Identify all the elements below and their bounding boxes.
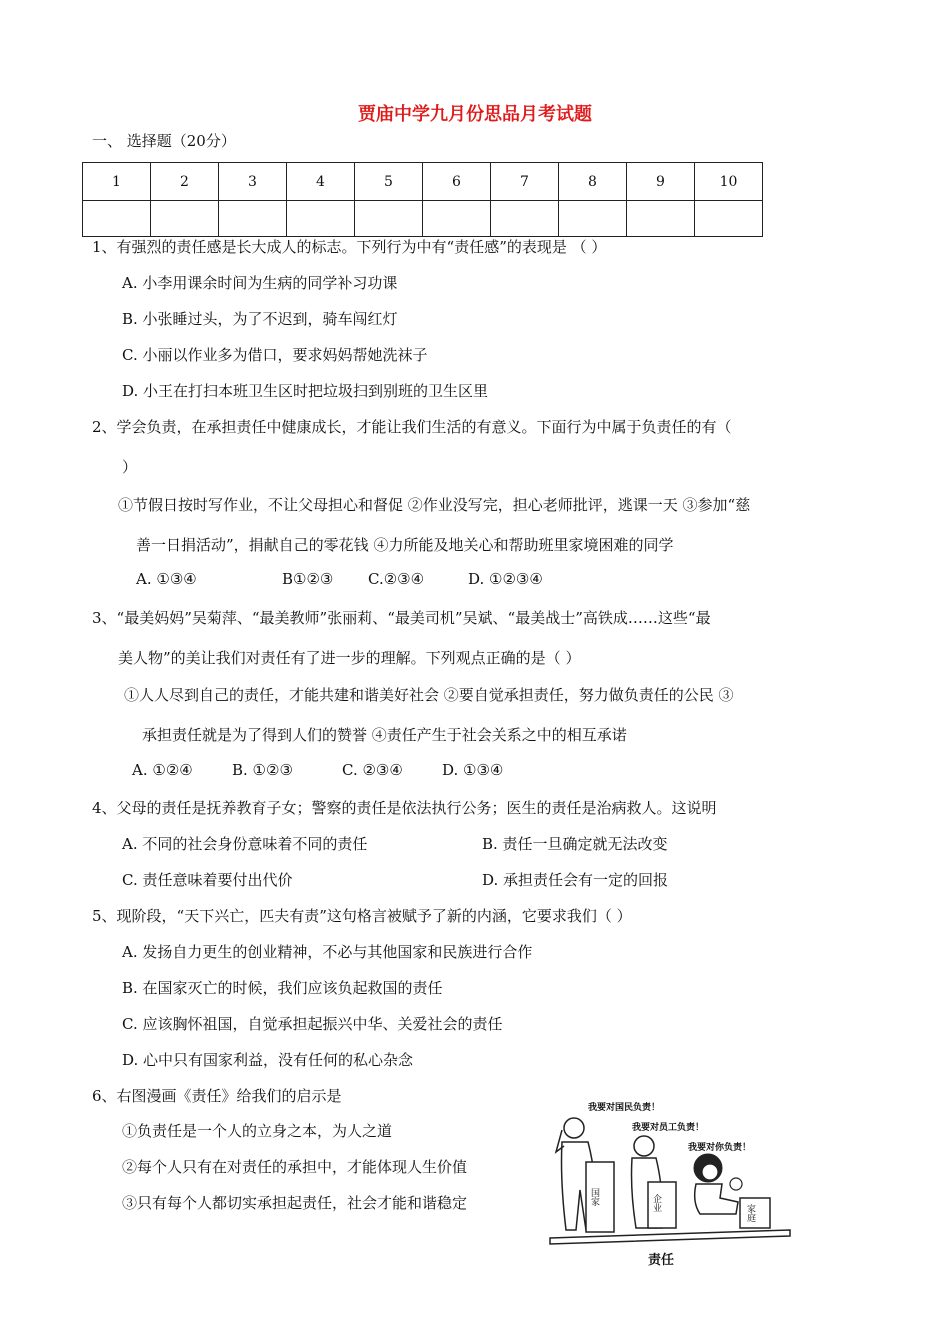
answer-cell[interactable]: [151, 201, 219, 237]
question-6-item-1: ①负责任是一个人的立身之本，为人之道: [122, 1122, 393, 1140]
cartoon-speech-2: 我要对员工负责！: [632, 1123, 705, 1133]
question-2-option-b: B①②③: [282, 570, 334, 588]
cartoon-speech-3: 我要对你负责！: [688, 1143, 752, 1153]
answer-number: 1: [83, 163, 151, 201]
question-4-option-d: D. 承担责任会有一定的回报: [482, 871, 669, 889]
question-3-option-d: D. ①③④: [442, 761, 504, 779]
answer-cell[interactable]: [423, 201, 491, 237]
question-6-stem: 6、右图漫画《责任》给我们的启示是: [92, 1087, 342, 1105]
answer-number: 5: [355, 163, 423, 201]
answer-number: 4: [287, 163, 355, 201]
question-3-items: ①人人尽到自己的责任，才能共建和谐美好社会 ②要自觉承担责任，努力做负责任的公民 ③: [124, 686, 734, 704]
box-label-family: 家庭: [745, 1204, 755, 1222]
answer-number: 3: [219, 163, 287, 201]
question-3-option-b: B. ①②③: [232, 761, 293, 779]
answer-number: 8: [559, 163, 627, 201]
cartoon-caption: 责任: [648, 1253, 675, 1268]
responsibility-cartoon: [540, 1090, 800, 1270]
answer-number: 10: [695, 163, 763, 201]
question-6-item-2: ②每个人只有在对责任的承担中，才能体现人生价值: [122, 1158, 468, 1176]
question-6-item-3: ③只有每个人都切实承担起责任，社会才能和谐稳定: [122, 1194, 468, 1212]
answer-cell[interactable]: [559, 201, 627, 237]
question-3-option-a: A. ①②④: [132, 761, 193, 779]
question-5-option-d: D. 心中只有国家利益，没有任何的私心杂念: [122, 1051, 414, 1069]
question-2-stem: 2、学会负责，在承担责任中健康成长，才能让我们生活的有意义。下面行为中属于负责任的有（: [92, 418, 732, 436]
answer-cell[interactable]: [695, 201, 763, 237]
question-1-option-d: D. 小王在打扫本班卫生区时把垃圾扫到别班的卫生区里: [122, 382, 489, 400]
question-2-option-c: C.②③④: [368, 570, 425, 588]
question-4-option-b: B. 责任一旦确定就无法改变: [482, 835, 668, 853]
answer-table-header-row: [83, 163, 763, 201]
child-head: [730, 1178, 742, 1190]
question-3-items-cont: 承担责任就是为了得到人们的赞誉 ④责任产生于社会关系之中的相互承诺: [142, 726, 627, 744]
question-4-stem: 4、父母的责任是抚养教育子女；警察的责任是依法执行公务；医生的责任是治病救人。这说明: [92, 799, 717, 817]
question-4-option-a: A. 不同的社会身份意味着不同的责任: [122, 835, 368, 853]
answer-cell[interactable]: [287, 201, 355, 237]
question-3-stem-cont: 美人物”的美让我们对责任有了进一步的理解。下列观点正确的是（ ）: [118, 649, 581, 667]
box-label-enterprise: 企业: [651, 1194, 661, 1212]
question-4-option-c: C. 责任意味着要付出代价: [122, 871, 293, 889]
cartoon-speech-1: 我要对国民负责！: [588, 1103, 661, 1113]
question-5-option-c: C. 应该胸怀祖国，自觉承担起振兴中华、关爱社会的责任: [122, 1015, 503, 1033]
question-1-option-b: B. 小张睡过头，为了不迟到，骑车闯红灯: [122, 310, 398, 328]
answer-number: 9: [627, 163, 695, 201]
question-2-option-d: D. ①②③④: [468, 570, 543, 588]
question-3-stem: 3、“最美妈妈”吴菊萍、“最美教师”张丽莉、“最美司机”吴斌、“最美战士”高铁成……这些“最: [92, 609, 711, 627]
question-3-option-c: C. ②③④: [342, 761, 403, 779]
question-2-option-a: A. ①③④: [136, 570, 197, 588]
question-5-option-a: A. 发扬自力更生的创业精神，不必与其他国家和民族进行合作: [122, 943, 533, 961]
box-label-nation: 国家: [589, 1188, 599, 1206]
answer-cell[interactable]: [219, 201, 287, 237]
figure-head: [702, 1164, 718, 1180]
answer-number: 2: [151, 163, 219, 201]
question-2-items: ①节假日按时写作业，不让父母担心和督促 ②作业没写完，担心老师批评，逃课一天 ③参加“慈: [118, 496, 751, 514]
question-1-option-a: A. 小李用课余时间为生病的同学补习功课: [122, 274, 398, 292]
answer-number: 7: [491, 163, 559, 201]
answer-cell[interactable]: [83, 201, 151, 237]
answer-table: [82, 162, 763, 237]
section-heading: 一、 选择题（20分）: [92, 132, 236, 150]
question-2-items-cont: 善一日捐活动”，捐献自己的零花钱 ④力所能及地关心和帮助班里家境困难的同学: [136, 536, 674, 554]
question-1-option-c: C. 小丽以作业多为借口，要求妈妈帮她洗袜子: [122, 346, 428, 364]
question-5-stem: 5、现阶段，“天下兴亡，匹夫有责”这句格言被赋予了新的内涵，它要求我们（ ）: [92, 907, 632, 925]
question-2-stem-cont: ）: [122, 458, 138, 476]
question-1-stem: 1、有强烈的责任感是长大成人的标志。下列行为中有“责任感”的表现是 （ ）: [92, 238, 607, 256]
question-5-option-b: B. 在国家灭亡的时候，我们应该负起救国的责任: [122, 979, 443, 997]
answer-cell[interactable]: [627, 201, 695, 237]
figure-head: [634, 1136, 654, 1156]
answer-cell[interactable]: [355, 201, 423, 237]
answer-number: 6: [423, 163, 491, 201]
page-title: 贾庙中学九月份思品月考试题: [358, 104, 592, 125]
answer-table-answer-row: [83, 201, 763, 237]
figure-head: [564, 1118, 584, 1138]
answer-cell[interactable]: [491, 201, 559, 237]
